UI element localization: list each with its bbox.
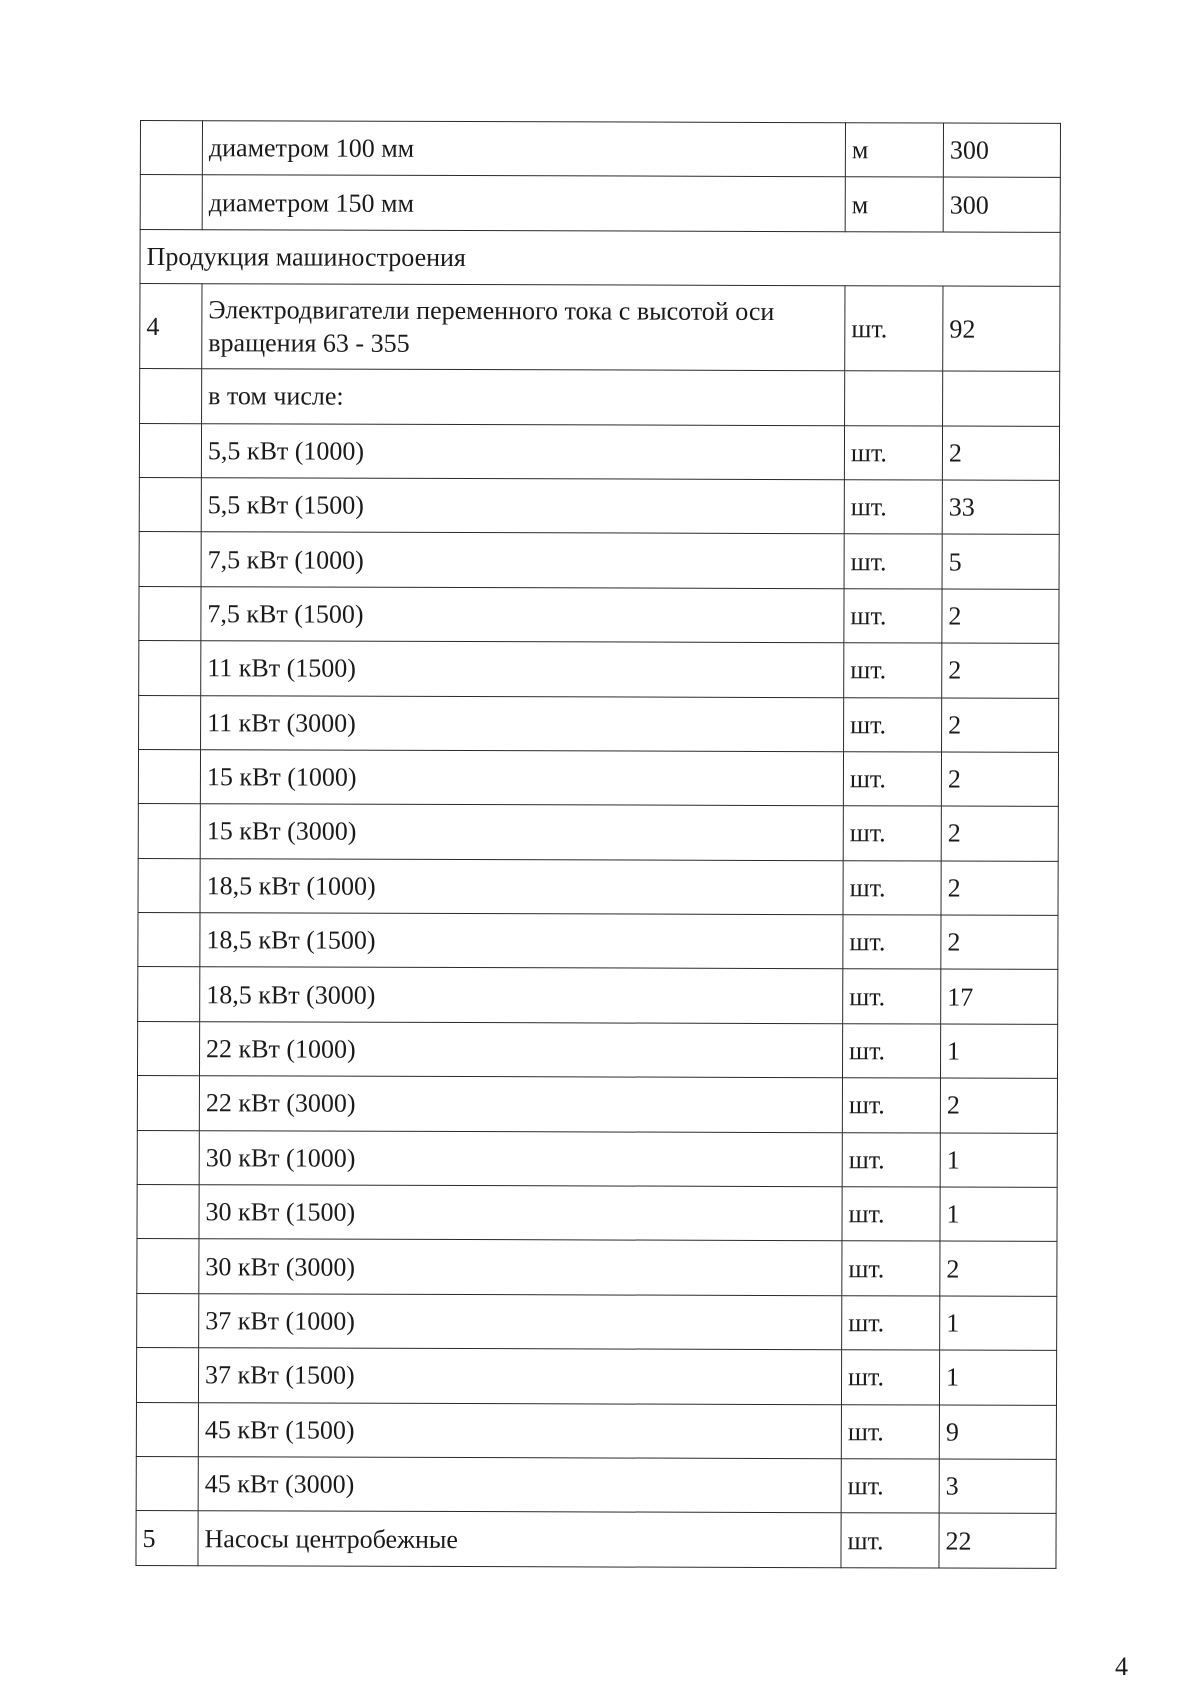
item-quantity: 2 xyxy=(941,752,1058,807)
item-number: 4 xyxy=(140,284,202,369)
table-row xyxy=(136,1456,1056,1513)
item-number: 5 xyxy=(136,1511,198,1566)
table-row xyxy=(139,695,1059,752)
item-quantity: 300 xyxy=(943,123,1060,178)
item-unit: шт. xyxy=(843,752,941,807)
item-unit: шт. xyxy=(842,1296,940,1351)
item-name: 22 кВт (3000) xyxy=(199,1076,842,1132)
item-name: Электродвигатели переменного тока с высотой оси вращения 63 - 355 xyxy=(202,284,845,371)
item-number xyxy=(139,695,201,750)
item-number xyxy=(137,1076,199,1131)
item-number xyxy=(138,804,200,859)
item-unit: шт. xyxy=(843,969,941,1024)
item-number xyxy=(137,1239,199,1294)
item-quantity: 1 xyxy=(939,1350,1056,1405)
products-table-body xyxy=(136,121,1061,1569)
item-unit: шт. xyxy=(841,1350,939,1405)
item-name: 15 кВт (3000) xyxy=(200,804,843,860)
item-unit: м xyxy=(845,177,943,232)
table-row xyxy=(138,804,1058,861)
table-row xyxy=(136,1402,1056,1459)
item-unit: м xyxy=(845,123,943,178)
table-row xyxy=(137,1293,1057,1350)
item-name: 45 кВт (1500) xyxy=(198,1402,841,1458)
item-unit: шт. xyxy=(844,425,942,480)
item-number xyxy=(140,175,202,230)
item-quantity: 2 xyxy=(942,643,1059,698)
item-number xyxy=(139,423,201,478)
item-name: диаметром 100 мм xyxy=(202,121,845,177)
item-unit: шт. xyxy=(841,1459,939,1514)
item-unit: шт. xyxy=(842,1187,940,1242)
item-unit: шт. xyxy=(844,480,942,535)
item-quantity: 1 xyxy=(940,1133,1057,1188)
table-row xyxy=(139,423,1059,480)
table-row xyxy=(137,1185,1057,1242)
item-number xyxy=(139,641,201,696)
item-quantity: 2 xyxy=(942,698,1059,753)
item-name: 15 кВт (1000) xyxy=(200,750,843,806)
item-unit: шт. xyxy=(844,534,942,589)
item-name: Насосы центробежные xyxy=(198,1511,841,1567)
item-name: 22 кВт (1000) xyxy=(199,1022,842,1078)
item-name: 30 кВт (1000) xyxy=(199,1130,842,1186)
item-quantity xyxy=(943,371,1060,426)
item-number xyxy=(137,1185,199,1240)
item-unit: шт. xyxy=(844,588,942,643)
item-quantity: 17 xyxy=(941,969,1058,1024)
item-number xyxy=(138,858,200,913)
section-title: Продукция машиностроения xyxy=(140,229,1060,286)
item-quantity: 33 xyxy=(942,480,1059,535)
item-number xyxy=(136,1402,198,1457)
item-name: 30 кВт (3000) xyxy=(199,1239,842,1295)
table-row xyxy=(138,913,1058,970)
item-quantity: 2 xyxy=(940,1241,1057,1296)
section-row xyxy=(140,229,1060,286)
item-quantity: 300 xyxy=(943,177,1060,232)
item-quantity: 2 xyxy=(941,806,1058,861)
item-quantity: 2 xyxy=(941,915,1058,970)
item-number xyxy=(137,1130,199,1185)
item-name: 30 кВт (1500) xyxy=(199,1185,842,1241)
item-name: 7,5 кВт (1500) xyxy=(201,586,844,642)
table-row xyxy=(139,641,1059,698)
item-quantity: 3 xyxy=(939,1459,1056,1514)
table-row xyxy=(139,477,1059,534)
item-quantity: 2 xyxy=(941,861,1058,916)
table-row xyxy=(137,1239,1057,1296)
item-quantity: 2 xyxy=(942,426,1059,481)
item-name: 11 кВт (1500) xyxy=(201,641,844,697)
item-number xyxy=(137,1021,199,1076)
item-quantity: 1 xyxy=(940,1024,1057,1079)
item-number xyxy=(136,1348,198,1403)
item-unit: шт. xyxy=(841,1404,939,1459)
table-row xyxy=(137,1021,1057,1078)
item-quantity: 1 xyxy=(940,1187,1057,1242)
item-name: 7,5 кВт (1000) xyxy=(201,532,844,588)
item-number xyxy=(139,532,201,587)
table-row xyxy=(140,175,1060,232)
item-unit: шт. xyxy=(842,1024,940,1079)
table-row xyxy=(137,1130,1057,1187)
page-number: 4 xyxy=(1115,1652,1128,1681)
item-unit xyxy=(845,371,943,426)
item-number xyxy=(140,121,202,176)
item-quantity: 92 xyxy=(943,286,1060,371)
item-number xyxy=(138,913,200,968)
item-unit: шт. xyxy=(844,697,942,752)
item-number xyxy=(140,369,202,424)
item-name: 5,5 кВт (1000) xyxy=(201,423,844,479)
item-quantity: 1 xyxy=(940,1296,1057,1351)
item-unit: шт. xyxy=(842,1132,940,1187)
item-name: 5,5 кВт (1500) xyxy=(201,478,844,534)
item-name: 37 кВт (1000) xyxy=(199,1294,842,1350)
item-quantity: 9 xyxy=(939,1405,1056,1460)
item-quantity: 2 xyxy=(942,589,1059,644)
table-row xyxy=(139,532,1059,589)
table-row xyxy=(140,284,1060,372)
item-name: 11 кВт (3000) xyxy=(201,695,844,751)
table-row xyxy=(136,1348,1056,1405)
products-table xyxy=(135,120,1061,1569)
item-name: 18,5 кВт (1000) xyxy=(200,858,843,914)
item-quantity: 22 xyxy=(939,1513,1056,1568)
item-name: 37 кВт (1500) xyxy=(198,1348,841,1404)
item-number xyxy=(139,477,201,532)
item-number xyxy=(139,586,201,641)
table-row xyxy=(138,858,1058,915)
table-row xyxy=(139,586,1059,643)
item-name: 45 кВт (3000) xyxy=(198,1457,841,1513)
item-number xyxy=(138,967,200,1022)
item-number xyxy=(138,749,200,804)
item-unit: шт. xyxy=(841,1513,939,1568)
table-row xyxy=(138,749,1058,806)
item-number xyxy=(136,1456,198,1511)
item-number xyxy=(137,1293,199,1348)
item-unit: шт. xyxy=(842,1241,940,1296)
item-unit: шт. xyxy=(842,1078,940,1133)
table-row xyxy=(138,967,1058,1024)
item-name: 18,5 кВт (3000) xyxy=(200,967,843,1023)
table-row xyxy=(137,1076,1057,1133)
item-quantity: 2 xyxy=(940,1078,1057,1133)
item-unit: шт. xyxy=(843,860,941,915)
item-quantity: 5 xyxy=(942,534,1059,589)
item-name: 18,5 кВт (1500) xyxy=(200,913,843,969)
table-row xyxy=(140,369,1060,426)
table-row xyxy=(140,121,1060,178)
item-name: в том числе: xyxy=(202,369,845,425)
item-unit: шт. xyxy=(843,806,941,861)
item-name: диаметром 150 мм xyxy=(202,175,845,231)
table-row xyxy=(136,1511,1056,1568)
item-unit: шт. xyxy=(843,915,941,970)
item-unit: шт. xyxy=(845,286,943,371)
item-unit: шт. xyxy=(844,643,942,698)
